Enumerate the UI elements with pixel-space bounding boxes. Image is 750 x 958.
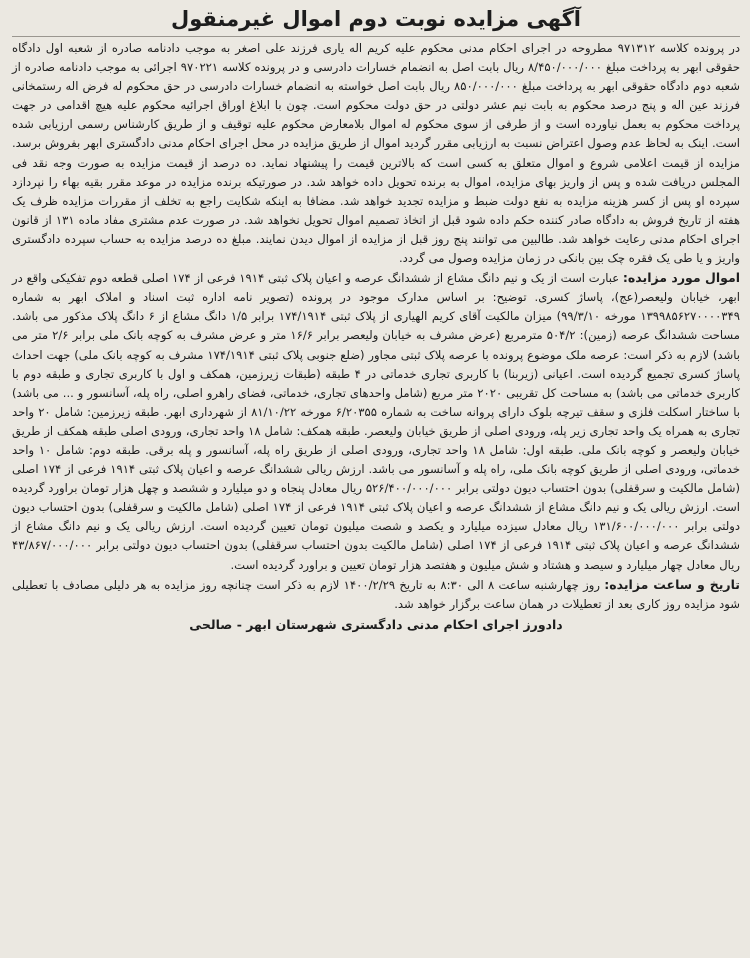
property-heading: اموال مورد مزایده: (622, 270, 740, 286)
datetime-section (12, 575, 740, 614)
notice-title: آگهی مزایده نوبت دوم اموال غیرمنقول (171, 7, 581, 31)
intro-paragraph: در پرونده کلاسه ۹۷۱۳۱۲ مطروحه در اجرای احکام مدنی محکوم علیه کریم اله یاری فرزند علی اصغر به موجب دادنامه صادره از شعبه اول دادگاه حقوقی ابهر به پرداخت مبلغ ۸/۴۵۰/۰۰۰/۰۰۰ ریال بابت اصل به انضمام خسارات دادرسی و در پرونده کلاسه ۹۷۰۲۲۱ اجرائی به موجب دادنامه صادره از شعبه دوم دادگاه حقوقی ابهر به پرداخت مبلغ ۸۵۰/۰۰۰/۰۰۰ ریال بابت اصل خواسته به انضمام خسارات دادرسی در حق محکوم له فرض اله رستمخانی فرزند عین اله و پنج درصد محکوم به بابت نیم عشر دولتی در حق دولت محکوم است. چون با ابلاغ اوراق اجرائیه محکوم علیه هیچ اقدامی در جهت پرداخت محکوم به بعمل نیاورده است و از طرفی از سوی محکوم له اموال بلامعارض محکوم علیه توقیف و از طریق کارشناس رسمی ارزیابی شده است. اینک به لحاظ عدم وصول اعتراض نسبت به ارزیابی مقرر گردید اموال از طریق مزایده در محل اجرای احکام مدنی دادگستری ابهر بفروش برسد. مزایده از قیمت اعلامی شروع و اموال متعلق به کسی است که بالاترین قیمت را پیشنهاد نماید. ده درصد از قیمت مزایده به صورت وجه نقد فی المجلس دریافت شده و پس از واریز بهای مزایده، اموال به برنده تحویل داده خواهد شد. در صورتیکه برنده مزایده در موعد مقرر بقیه بهاء را نپردازد سپرده او پس از کسر هزینه مزایده به نفع دولت ضبط و مزایده تجدید خواهد شد. مضافا به اینکه شکایت راجع به تخلف از مقررات مزایده ظرف یک هفته از تاریخ فروش به دادگاه صادر کننده حکم داده شود قبل از اتخاذ تصمیم اموال تحویل نخواهد شد. در صورت عدم مشتری مفاد ماده ۱۳۱ از قانون اجرای احکام مدنی رعایت خواهد شد. طالبین می توانند پنج روز قبل از مزایده از اموال دیدن نمایند. مبلغ ده درصد مزایده به حساب سپرده دادگستری واریز و یا طی یک فقره چک بین بانکی در زمان مزایده وصول می گردد. (12, 41, 741, 266)
title-divider (12, 36, 740, 37)
datetime-heading: تاریخ و ساعت مزایده: (604, 576, 740, 592)
signature-line: دادورز اجرای احکام مدنی دادگستری شهرستان ابهر - صالحی (189, 616, 563, 632)
datetime-description: روز چهارشنبه ساعت ۸ الی ۸:۳۰ به تاریخ ۱۴۰۰/۲/۲۹ لازم به ذکر است چنانچه روز مزایده به هر دلیلی مصادف با تعطیلی شود مزایده روز کاری بعد از تعطیلات در همان ساعت برگزار خواهد شد. (12, 577, 740, 611)
property-section (12, 268, 740, 575)
property-description: عبارت است از یک و نیم دانگ مشاع از ششدانگ عرصه و اعیان پلاک ثبتی ۱۹۱۴ فرعی از ۱۷۴ اصلی قطعه دوم تفکیکی واقع در ابهر، خیابان ولیعصر(عج)، پاساژ کسری. توضیح: بر اساس مدارک موجود در پرونده (تصویر نامه اداره ثبت اسناد و املاک ابهر به شماره ۱۳۹۹۸۵۶۲۷۰۰۰۰۳۴۹ مورخه ۹۹/۳/۱۰) میزان مالکیت آقای کریم الهیاری از پلاک ثبتی ۱۷۴/۱۹۱۴ برابر ۱/۵ دانگ مشاع از ۶ دانگ پلاک مذکور می باشد. مساحت ششدانگ عرصه (زمین): ۵۰۴/۲ مترمربع (عرض مشرف به خیابان ولیعصر برابر ۱۶/۶ متر و عرض مشرف به کوچه بانک ملی برابر ۲/۶ متر می باشد) لازم به ذکر است: عرصه ملک موضوع پرونده با عرصه پلاک ثبتی مجاور (ضلع جنوبی پلاک ثبتی ۱۷۴/۱۹۱۴ مشرف به کوچه بانک ملی) جهت احداث پاساژ کسری تجمیع گردیده است. اعیانی (زیربنا) با کاربری تجاری خدماتی در ۴ طبقه (طبقات زیرزمین، همکف و اول با کاربری تجاری و طبقه دوم با کاربری خدماتی می باشد) به مساحت کل تقریبی ۲۰۲۰ متر مربع (شامل واحدهای تجاری، خدماتی، فضای راهرو اصلی، راه پله، آسانسور و ... می باشد) با ساختار اسکلت فلزی و سقف تیرچه بلوک دارای پروانه ساخت به شماره ۶/۲۰۳۵۵ مورخه ۸۱/۱۰/۲۲ از شهرداری ابهر. طبقه زیرزمین: شامل ۲۰ واحد تجاری به همراه یک واحد تجاری زیر پله، ورودی اصلی از طریق خیابان ولیعصر. طبقه همکف: شامل ۱۸ واحد تجاری، ورودی اصلی طبقه همکف از طریق خیابان ولیعصر و کوچه بانک ملی. طبقه اول: شامل ۱۸ واحد تجاری، ورودی اصلی از طریق راه پله، آسانسور و پله برقی. طبقه دوم: شامل ۱۰ واحد خدماتی، ورودی اصلی از طریق کوچه بانک ملی، راه پله و آسانسور می باشد. ارزش ریالی ششدانگ عرصه و اعیان پلاک ثبتی ۱۹۱۴ فرعی از ۱۷۴ اصلی (شامل مالکیت و سرقفلی) بدون احتساب دیون دولتی برابر ۵۲۶/۴۰۰/۰۰۰/۰۰۰ ریال معادل پنجاه و دو میلیارد و ششصد و چهل هزار تومان براورد گردیده است. ارزش ریالی یک و نیم دانگ مشاع از ششدانگ عرصه و اعیان پلاک ثبتی ۱۹۱۴ فرعی از ۱۷۴ اصلی (شامل مالکیت و سرقفلی) بدون احتساب دیون دولتی برابر ۱۳۱/۶۰۰/۰۰۰/۰۰۰ ریال معادل سیزده میلیارد و یکصد و شصت میلیون تومان تعیین گردیده است. ارزش ریالی یک و نیم دانگ مشاع از ششدانگ عرصه و اعیان پلاک ثبتی ۱۹۱۴ فرعی از ۱۷۴ اصلی (شامل مالکیت بدون احتساب سرقفلی) بدون احتساب دیون دولتی برابر ۴۳/۸۶۷/۰۰۰/۰۰۰ ریال معادل چهار میلیارد و سیصد و هشتاد و شش میلیون و هفتصد هزار تومان تعیین و براورد گردیده است. (12, 271, 740, 572)
